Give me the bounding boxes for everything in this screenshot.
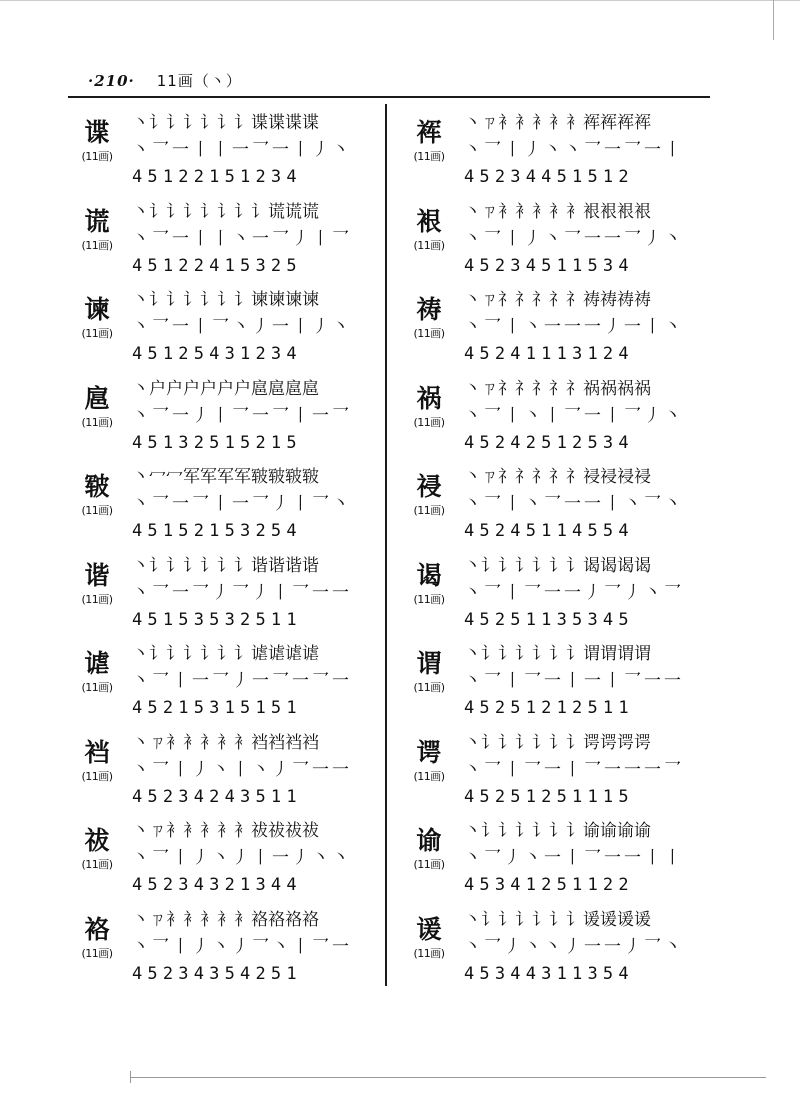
stroke-sequence: 丶乛丨乛一丨一丨乛一一 — [464, 671, 684, 691]
stroke-codes: 45234354251 — [132, 963, 302, 984]
stroke-codes: 45251251115 — [464, 786, 634, 807]
char-entry — [400, 374, 720, 463]
char-entry — [400, 285, 720, 374]
stroke-progression: 丶户户户户户户扈扈扈扈 — [132, 378, 319, 399]
entry-head — [400, 472, 458, 518]
entry-character: 谖 — [416, 914, 442, 944]
stroke-codes: 45251212511 — [464, 698, 634, 718]
stroke-progression: 丶讠讠讠讠讠讠谑谑谑谑 — [132, 644, 319, 664]
char-entry — [400, 551, 720, 640]
entry-head — [68, 295, 126, 341]
char-entry — [68, 816, 388, 905]
entry-head — [68, 649, 126, 695]
entry-head — [400, 826, 458, 872]
stroke-count-note: (11画) — [81, 327, 113, 340]
stroke-codes: 45234451512 — [464, 167, 634, 187]
stroke-codes: 45234243511 — [132, 786, 302, 807]
stroke-count-note: (11画) — [81, 504, 113, 517]
footer-rule — [130, 1077, 766, 1078]
stroke-codes: 45241113124 — [464, 344, 634, 364]
stroke-progression: 丶ㄗ衤衤衤衤衤袼袼袼袼 — [132, 909, 319, 930]
char-entry — [68, 639, 388, 728]
stroke-codes: 45234511534 — [464, 255, 634, 276]
entry-character: 谕 — [416, 826, 442, 855]
stroke-sequence: 丶乛一丿丨乛一乛丨一乛 — [132, 405, 352, 426]
entry-head — [400, 207, 458, 253]
char-entry — [400, 108, 720, 197]
stroke-progression: 丶ㄗ衤衤衤衤衤祓祓祓祓 — [132, 821, 319, 841]
entry-character: 谏 — [84, 295, 110, 324]
stroke-codes: 45153532511 — [132, 609, 302, 630]
stroke-count-note: (11画) — [413, 504, 445, 517]
char-entry — [68, 285, 388, 374]
entry-character: 裆 — [84, 737, 110, 767]
stroke-progression: 丶讠讠讠讠讠讠谒谒谒谒 — [464, 555, 651, 576]
section-title: 11画（丶） — [156, 72, 242, 90]
entry-character: 谐 — [84, 560, 110, 590]
stroke-codes: 45152153254 — [132, 521, 302, 541]
entry-character: 扈 — [84, 383, 110, 413]
stroke-count-note: (11画) — [81, 150, 113, 163]
entry-character: 袼 — [84, 914, 110, 944]
entry-head — [68, 472, 126, 518]
stroke-sequence: 丶乛丨一乛丿一乛一乛一 — [132, 671, 352, 691]
entry-character: 皲 — [84, 472, 110, 501]
char-entry — [400, 816, 720, 905]
entry-character: 裉 — [416, 206, 442, 236]
scan-edge-mark — [773, 0, 774, 40]
stroke-codes: 45125431234 — [132, 344, 302, 364]
stroke-count-note: (11画) — [81, 946, 113, 960]
entry-head — [400, 738, 458, 784]
stroke-count-note: (11画) — [413, 858, 445, 871]
entry-character: 祷 — [416, 295, 442, 324]
stroke-codes: 45234321344 — [132, 875, 302, 895]
entry-head — [400, 384, 458, 430]
stroke-sequence: 丶乛一乛丿乛丿丨乛一一 — [132, 582, 352, 603]
stroke-codes: 45132515215 — [132, 432, 302, 453]
stroke-codes: 45245114554 — [464, 521, 634, 541]
char-entry — [400, 462, 720, 551]
char-entry — [68, 462, 388, 551]
stroke-codes: 45344311354 — [464, 963, 634, 984]
stroke-progression: 丶讠讠讠讠讠讠讠谎谎谎 — [132, 201, 319, 222]
stroke-count-note: (11画) — [413, 769, 445, 783]
char-entry — [68, 374, 388, 463]
stroke-count-note: (11画) — [413, 150, 445, 163]
entry-character: 谔 — [416, 737, 442, 767]
scan-edge — [0, 0, 800, 1]
char-entry — [68, 197, 388, 286]
entry-head — [68, 738, 126, 784]
stroke-progression: 丶ㄗ衤衤衤衤衤裉裉裉裉 — [464, 201, 651, 222]
stroke-sequence: 丶乛丨丿丶乛一一乛丿丶 — [464, 228, 684, 249]
stroke-codes: 45242512534 — [464, 432, 634, 453]
stroke-sequence: 丶乛丨乛一一丿乛丿丶乛 — [464, 582, 684, 603]
stroke-progression: 丶讠讠讠讠讠讠谔谔谔谔 — [464, 732, 651, 753]
stroke-progression: 丶ㄗ礻礻礻礻礻祲祲祲祲 — [464, 467, 651, 487]
stroke-sequence: 丶乛一乛丨一乛丿丨乛丶 — [132, 494, 352, 514]
entry-head — [400, 118, 458, 164]
stroke-count-note: (11画) — [413, 681, 445, 694]
char-entry — [68, 728, 388, 817]
stroke-count-note: (11画) — [81, 681, 113, 694]
stroke-count-note: (11画) — [413, 946, 445, 960]
stroke-count-note: (11画) — [413, 327, 445, 340]
entry-head — [68, 561, 126, 607]
entry-character: 裈 — [416, 118, 442, 147]
stroke-count-note: (11画) — [413, 238, 445, 252]
entry-character: 祸 — [416, 383, 442, 413]
stroke-sequence: 丶乛丨乛一丨乛一一一乛 — [464, 759, 684, 780]
stroke-codes: 45251135345 — [464, 609, 634, 630]
stroke-sequence: 丶乛一丨乛丶丿一丨丿丶 — [132, 317, 352, 337]
stroke-progression: 丶ㄗ衤衤衤衤衤裈裈裈裈 — [464, 113, 651, 133]
stroke-count-note: (11画) — [81, 415, 113, 429]
stroke-codes: 45215315151 — [132, 698, 302, 718]
header-rule — [68, 96, 710, 98]
stroke-progression: 丶ㄗ衤衤衤衤衤裆裆裆裆 — [132, 732, 319, 753]
char-entry — [400, 639, 720, 728]
stroke-progression: 丶冖冖军军军军皲皲皲皲 — [132, 467, 319, 487]
stroke-count-note: (11画) — [81, 858, 113, 871]
entry-head — [400, 295, 458, 341]
entry-head — [68, 915, 126, 961]
char-entry — [68, 108, 388, 197]
entry-character: 谍 — [84, 118, 110, 147]
page-header — [88, 70, 242, 94]
stroke-progression: 丶讠讠讠讠讠讠谓谓谓谓 — [464, 644, 651, 664]
stroke-sequence: 丶乛丨丶乛一一丨丶乛丶 — [464, 494, 684, 514]
stroke-sequence: 丶乛丨丶一一一丿一丨丶 — [464, 317, 684, 337]
char-entry — [68, 551, 388, 640]
entry-head — [400, 915, 458, 961]
entry-character: 谓 — [416, 649, 442, 678]
stroke-count-note: (11画) — [81, 592, 113, 606]
stroke-codes: 45122151234 — [132, 167, 302, 187]
stroke-progression: 丶讠讠讠讠讠讠谐谐谐谐 — [132, 555, 319, 576]
stroke-sequence: 丶乛丨丿丶丨丶丿乛一一 — [132, 759, 352, 780]
stroke-sequence: 丶乛一丨丨丶一乛丿丨乛 — [132, 228, 352, 249]
entry-character: 谑 — [84, 649, 110, 678]
entry-character: 祲 — [416, 472, 442, 501]
right-column — [400, 108, 720, 993]
entry-head — [400, 561, 458, 607]
entry-head — [68, 207, 126, 253]
entry-head — [68, 826, 126, 872]
char-entry — [68, 905, 388, 994]
stroke-progression: 丶讠讠讠讠讠讠谏谏谏谏 — [132, 290, 319, 310]
stroke-count-note: (11画) — [81, 238, 113, 252]
char-entry — [400, 728, 720, 817]
entry-head — [68, 384, 126, 430]
entry-head — [400, 649, 458, 695]
stroke-sequence: 丶乛丨丿丶丶乛一乛一丨 — [464, 140, 684, 160]
stroke-count-note: (11画) — [413, 415, 445, 429]
entry-character: 谎 — [84, 206, 110, 236]
stroke-progression: 丶ㄗ礻礻礻礻礻祸祸祸祸 — [464, 378, 651, 399]
stroke-count-note: (11画) — [413, 592, 445, 606]
stroke-progression: 丶ㄗ礻礻礻礻礻祷祷祷祷 — [464, 290, 651, 310]
entry-character: 祓 — [84, 826, 110, 855]
stroke-sequence: 丶乛丨丿丶丿乛丶丨乛一 — [132, 936, 352, 957]
entry-head — [68, 118, 126, 164]
char-entry — [400, 197, 720, 286]
stroke-sequence: 丶乛丿丶一丨乛一一丨丨 — [464, 848, 684, 868]
stroke-count-note: (11画) — [81, 769, 113, 783]
stroke-codes: 45122415325 — [132, 255, 302, 276]
page-number: ·210· — [88, 72, 135, 90]
stroke-progression: 丶讠讠讠讠讠讠谍谍谍谍 — [132, 113, 319, 133]
entry-character: 谒 — [416, 560, 442, 590]
left-column — [68, 108, 388, 993]
stroke-codes: 45341251122 — [464, 875, 634, 895]
stroke-sequence: 丶乛一丨丨一乛一丨丿丶 — [132, 140, 352, 160]
stroke-sequence: 丶乛丨丿丶丿丨一丿丶丶 — [132, 848, 352, 868]
stroke-sequence: 丶乛丨丶丨乛一丨乛丿丶 — [464, 405, 684, 426]
char-entry — [400, 905, 720, 994]
stroke-sequence: 丶乛丿丶丶丿一一丿乛丶 — [464, 936, 684, 957]
stroke-progression: 丶讠讠讠讠讠讠谖谖谖谖 — [464, 909, 651, 930]
stroke-progression: 丶讠讠讠讠讠讠谕谕谕谕 — [464, 821, 651, 841]
